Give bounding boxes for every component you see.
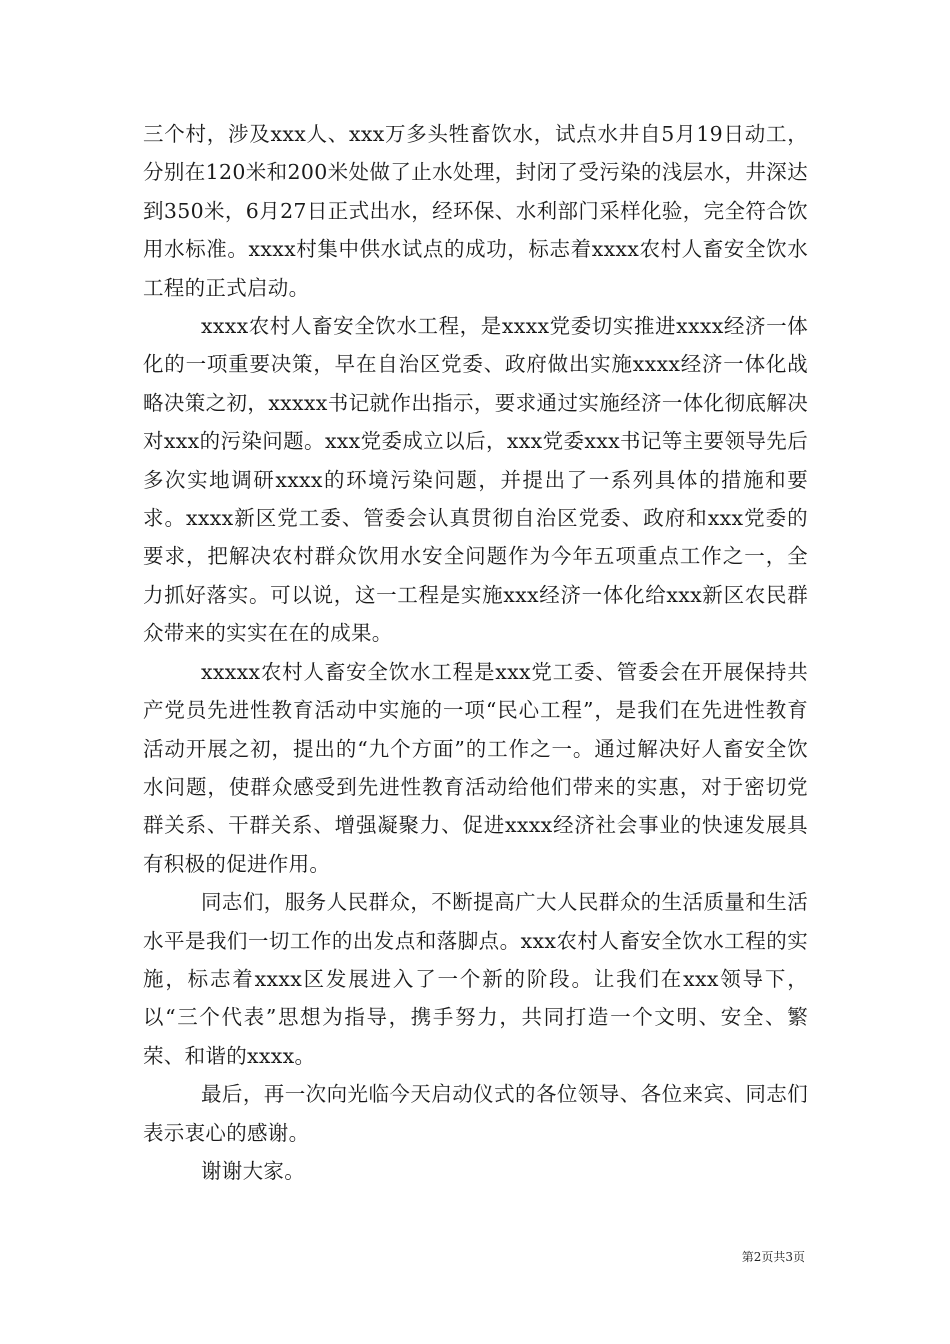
paragraph-5: 最后，再一次向光临今天启动仪式的各位领导、各位来宾、同志们表示衷心的感谢。	[143, 1082, 808, 1145]
paragraph-2: xxxx农村人畜安全饮水工程，是xxxx党委切实推进xxxx经济一体化的一项重要决策，早在自治区党委、政府做出实施xxxx经济一体化战略决策之初，xxxxx书记就作出指示，要求通过实施经济一体化彻底解决对xxx的污染问题。xxx党委成立以后，xxx党委xxx书记等主要领导先后多次实地调研xxxx的环境污染问题，并提出了一系列具体的措施和要求。xxxx新区党工委、管委会认真贯彻自治区党委、政府和xxx党委的要求，把解决农村群众饮用水安全问题作为今年五项重点工作之一，全力抓好落实。可以说，这一工程是实施xxx经济一体化给xxx新区农民群众带来的实实在在的成果。	[143, 314, 808, 646]
paragraph-3: xxxxx农村人畜安全饮水工程是xxx党工委、管委会在开展保持共产党员先进性教育活动中实施的一项“民心工程”，是我们在先进性教育活动开展之初，提出的“九个方面”的工作之一。通过解决好人畜安全饮水问题，使群众感受到先进性教育活动给他们带来的实惠，对于密切党群关系、干群关系、增强凝聚力、促进xxxx经济社会事业的快速发展具有积极的促进作用。	[143, 659, 808, 876]
document-body	[143, 115, 808, 1190]
paragraph-1: 三个村，涉及xxx人、xxx万多头牲畜饮水，试点水井自5月19日动工，分别在120米和200米处做了止水处理，封闭了受污染的浅层水，井深达到350米，6月27日正式出水，经环保、水利部门采样化验，完全符合饮用水标准。xxxx村集中供水试点的成功，标志着xxxx农村人畜安全饮水工程的正式启动。	[143, 122, 808, 300]
paragraph-6: 谢谢大家。	[201, 1158, 305, 1183]
page-number-footer: 第2页共3页	[741, 1250, 805, 1264]
paragraph-4: 同志们，服务人民群众，不断提高广大人民群众的生活质量和生活水平是我们一切工作的出发点和落脚点。xxx农村人畜安全饮水工程的实施，标志着xxxx区发展进入了一个新的阶段。让我们在xxx领导下，以“三个代表”思想为指导，携手努力，共同打造一个文明、安全、繁荣、和谐的xxxx。	[143, 890, 808, 1068]
